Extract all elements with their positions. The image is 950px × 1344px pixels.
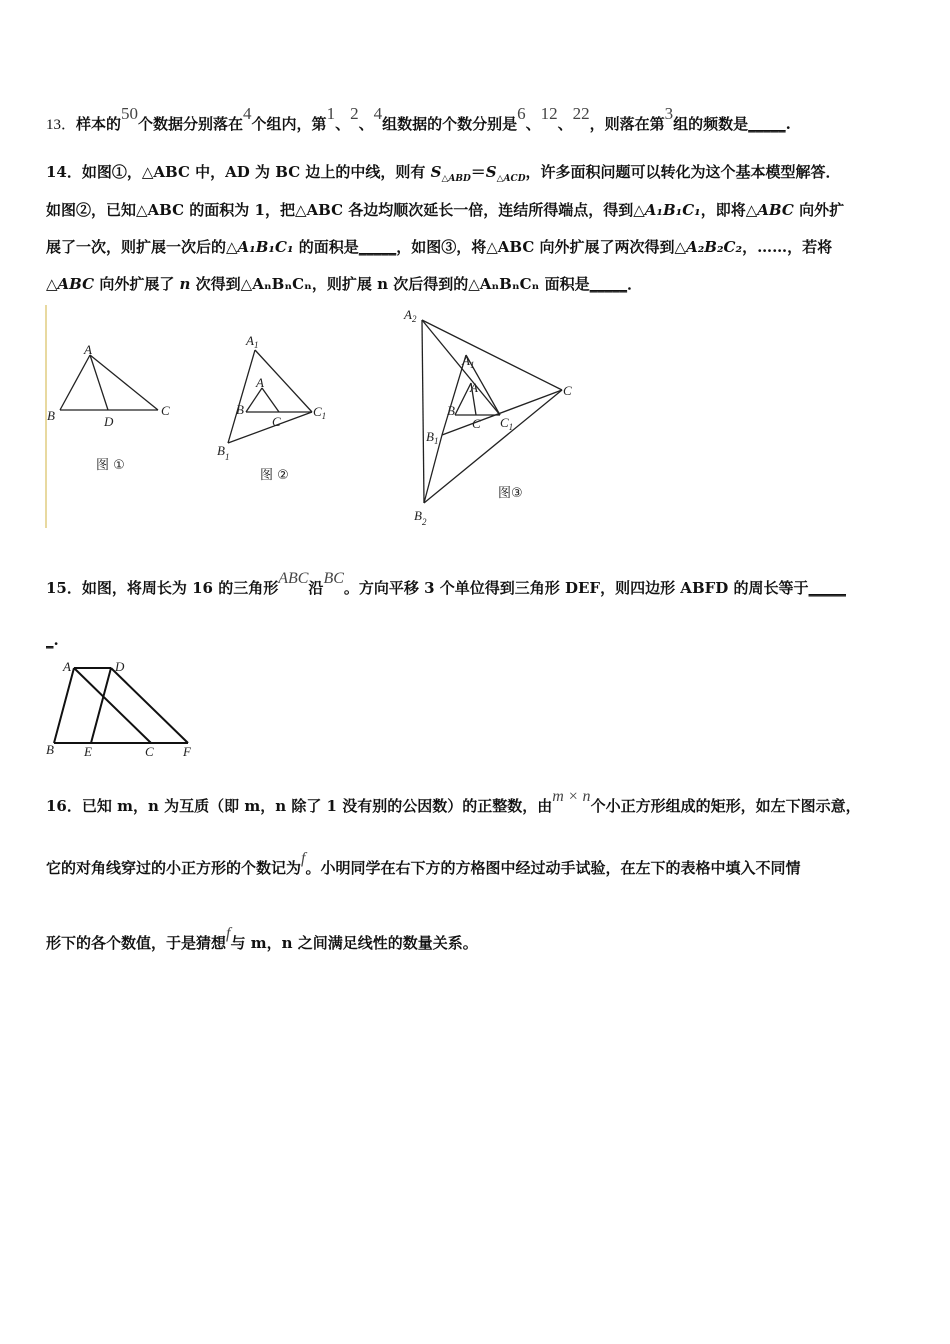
q15-answer-blank-cont[interactable]: _ <box>46 631 54 649</box>
q14-line-2 <box>46 200 844 220</box>
fig3-label-b: B <box>447 403 455 418</box>
q15-text: 15．如图，将周长为 16 的三角形 <box>46 579 279 597</box>
q14-line-3 <box>46 237 832 257</box>
q13-group-1: 1 <box>326 104 336 123</box>
fig2-label-c: C <box>272 414 281 429</box>
q14-text: 向外扩 <box>793 201 845 219</box>
q15-text: 沿 <box>308 579 324 597</box>
q16-math-f: f <box>226 925 231 942</box>
fig3-label-c1: $C_1$ <box>500 415 514 432</box>
q14-answer-blank-2[interactable]: _____ <box>589 275 628 293</box>
q14-line-1 <box>46 162 841 189</box>
triangle-name: A₁B₁C₁ <box>644 201 701 219</box>
q13-value-4: 4 <box>243 104 252 123</box>
q13-count-12: 12 <box>540 104 558 123</box>
q13-text-4: 组数据的个数分别是 <box>382 115 518 133</box>
q15-line-1 <box>46 570 847 599</box>
q13-text-6: 组的频数是 <box>673 115 749 133</box>
q13-answer-blank[interactable]: _____ <box>748 115 786 133</box>
q13-number: 13． <box>46 117 77 133</box>
area-symbol: S <box>430 163 442 181</box>
q14-text: 如图②，已知△ABC 的面积为 1，把△ABC 各边均顺次延长一倍，连结所得端点，得到△ <box>46 201 645 219</box>
fig3-label-c2: C <box>563 383 572 398</box>
q15-math-bc: BC <box>323 570 344 587</box>
q13-group-4: 4 <box>373 104 383 123</box>
q14-text: 向外扩展了 <box>94 275 180 293</box>
fig3-caption: 图③ <box>498 486 523 501</box>
q16-text: 个小正方形组成的矩形，如左下图示意， <box>590 797 861 815</box>
fig2-label-c1: $C_1$ <box>313 404 327 421</box>
fig3-label-a1: $A_1$ <box>462 353 475 370</box>
fig1-label-c: C <box>161 403 170 418</box>
q13-separator: 、 <box>358 115 374 133</box>
q15-fig-label-f: F <box>183 744 191 759</box>
triangle-name: ABC <box>757 201 794 219</box>
q15-line-2 <box>46 630 59 650</box>
q13-group-2: 2 <box>350 104 359 123</box>
fig1-caption: 图 ① <box>96 458 125 473</box>
area-subscript: △ACD <box>496 174 526 184</box>
fig3-label-a: A <box>470 380 478 395</box>
q14-text: 14．如图①，△ABC 中，AD 为 BC 边上的中线，则有 <box>46 163 431 181</box>
figure-2 <box>228 350 312 443</box>
q13-text-1: 样本的 <box>76 115 122 133</box>
fig1-label-b: B <box>47 408 55 423</box>
triangle-name: A₂B₂C₂ <box>686 238 743 256</box>
q13-value-50: 50 <box>121 104 139 123</box>
q14-text: ，许多面积问题可以转化为这个基本模型解答． <box>525 163 841 181</box>
q14-text: ，即将△ <box>700 201 758 219</box>
q13-value-3: 3 <box>664 104 674 123</box>
q13-separator: 、 <box>525 115 541 133</box>
triangle-name: AₙBₙCₙ <box>479 275 540 293</box>
q14-text: ，则扩展 n 次后得到的△ <box>311 275 480 293</box>
fig1-label-d: D <box>104 414 114 429</box>
q14-text: ． <box>627 275 643 293</box>
q13-text-3: 个组内，第 <box>251 115 327 133</box>
q13-count-22: 22 <box>572 104 590 123</box>
q14-text: 的面积是 <box>293 238 359 256</box>
q15-answer-blank[interactable]: _____ <box>808 579 847 597</box>
q14-figures <box>0 300 620 540</box>
q16-text: 它的对角线穿过的小正方形的个数记为 <box>46 859 302 877</box>
q15-fig-label-d: D <box>115 659 125 674</box>
q14-text: △ <box>46 275 58 293</box>
variable-n: n <box>179 275 191 293</box>
fig3-label-c: C <box>472 416 481 431</box>
q16-line-1 <box>46 788 861 817</box>
figure-3 <box>422 320 562 503</box>
q13-separator: 、 <box>335 115 351 133</box>
fig2-label-b: B <box>236 402 244 417</box>
q13-line <box>46 104 791 135</box>
q13-end: . <box>785 115 791 133</box>
q16-math-mn: m × n <box>552 788 591 805</box>
q15-text: 。方向平移 3 个单位得到三角形 DEF，则四边形 ABFD 的周长等于 <box>343 579 809 597</box>
q16-text: 。小明同学在右下方的方格图中经过动手试验，在左下的表格中填入不同情 <box>305 859 801 877</box>
q15-fig-label-a: A <box>63 659 71 674</box>
q15-fig-label-e: E <box>84 744 92 759</box>
q15-fig-label-b: B <box>46 742 54 757</box>
q15-end: . <box>53 631 59 649</box>
triangle-name: A₁B₁C₁ <box>237 238 294 256</box>
fig3-label-a2: $A_2$ <box>404 307 417 324</box>
q15-fig-label-c: C <box>145 744 154 759</box>
q14-text: 面积是 <box>539 275 590 293</box>
fig3-label-b1: $B_1$ <box>426 429 439 446</box>
fig2-label-a1: $A_1$ <box>246 333 259 350</box>
equals-sign: ＝ <box>470 163 486 181</box>
q16-line-3 <box>46 925 478 954</box>
q14-text: ，如图③，将△ABC 向外扩展了两次得到△ <box>396 238 687 256</box>
q16-math-f: f <box>301 850 306 867</box>
fig1-label-a: A <box>84 342 92 357</box>
fig2-label-b1: $B_1$ <box>217 443 230 462</box>
q13-separator: 、 <box>557 115 573 133</box>
q15-math-abc: ABC <box>278 570 309 587</box>
q16-line-2 <box>46 850 801 879</box>
fig3-label-b2: $B_2$ <box>414 508 427 527</box>
q14-text: 次得到△ <box>190 275 253 293</box>
q16-text: 与 m，n 之间满足线性的数量关系。 <box>230 934 478 952</box>
area-subscript: △ABD <box>441 174 471 184</box>
q13-text-2: 个数据分别落在 <box>138 115 244 133</box>
area-symbol: S <box>485 163 497 181</box>
triangle-name: AₙBₙCₙ <box>252 275 312 293</box>
q13-count-6: 6 <box>517 104 526 123</box>
q16-text: 16．已知 m，n 为互质（即 m，n 除了 1 没有别的公因数）的正整数，由 <box>46 797 553 815</box>
figure-1 <box>60 355 158 410</box>
q13-text-5: ，则落在第 <box>589 115 665 133</box>
q16-text: 形下的各个数值，于是猜想 <box>46 934 227 952</box>
q14-line-4 <box>46 274 642 294</box>
q14-text: 展了一次，则扩展一次后的△ <box>46 238 238 256</box>
q14-text: ，……，若将 <box>742 238 833 256</box>
q14-answer-blank-1[interactable]: _____ <box>358 238 397 256</box>
q15-figure <box>0 655 220 765</box>
fig2-label-a: A <box>256 375 264 390</box>
triangle-name: ABC <box>57 275 95 293</box>
fig2-caption: 图 ② <box>260 468 289 483</box>
